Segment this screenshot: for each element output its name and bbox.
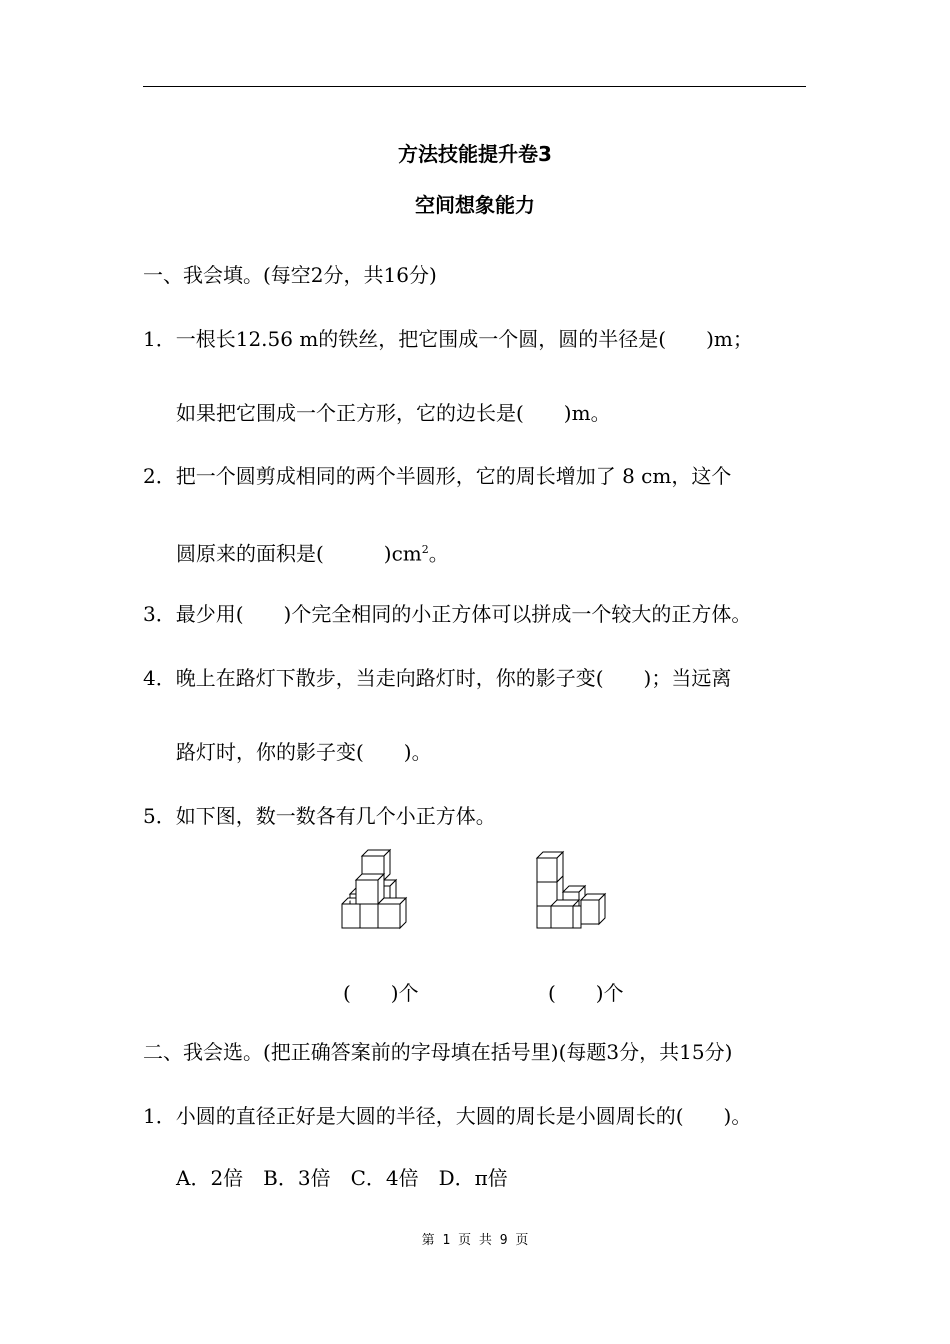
section1-heading: 一、我会填。(每空2分，共16分): [143, 263, 437, 287]
question-2-line-2: [176, 538, 449, 566]
question-2-line-1: 2．把一个圆剪成相同的两个半圆形，它的周长增加了 8 cm，这个: [143, 464, 732, 488]
page-subtitle: 空间想象能力: [415, 193, 535, 217]
cube-figure-a: [338, 848, 410, 932]
page-title: 方法技能提升卷3: [398, 142, 552, 166]
figure-b-caption: ( )个: [548, 981, 624, 1005]
question-5: 5．如下图，数一数各有几个小正方体。: [143, 804, 496, 828]
section2-question-1: 1．小圆的直径正好是大圆的半径，大圆的周长是小圆周长的( )。: [143, 1104, 752, 1128]
cube-figure-b: [533, 850, 613, 932]
question-4-line-1: 4．晚上在路灯下散步，当走向路灯时，你的影子变( )；当远离: [143, 666, 732, 690]
question-3: 3．最少用( )个完全相同的小正方体可以拼成一个较大的正方体。: [143, 602, 752, 626]
top-rule: [143, 86, 806, 87]
figure-a-caption: ( )个: [343, 981, 419, 1005]
question-2-end: 。: [428, 541, 449, 566]
page-footer: 第 1 页 共 9 页: [421, 1233, 529, 1248]
question-4-line-2: 路灯时，你的影子变( )。: [176, 740, 432, 764]
section2-heading: 二、我会选。(把正确答案前的字母填在括号里)(每题3分，共15分): [143, 1040, 733, 1064]
question-1-line-2: 如果把它围成一个正方形，它的边长是( )m。: [176, 401, 611, 425]
question-1-line-1: 1．一根长12.56 m的铁丝，把它围成一个圆，圆的半径是( )m；: [143, 327, 753, 351]
section2-question-1-options: A．2倍 B．3倍 C．4倍 D．π倍: [176, 1166, 508, 1190]
question-2-text: 圆原来的面积是( )cm: [176, 541, 422, 566]
superscript-two: 2: [421, 543, 429, 556]
